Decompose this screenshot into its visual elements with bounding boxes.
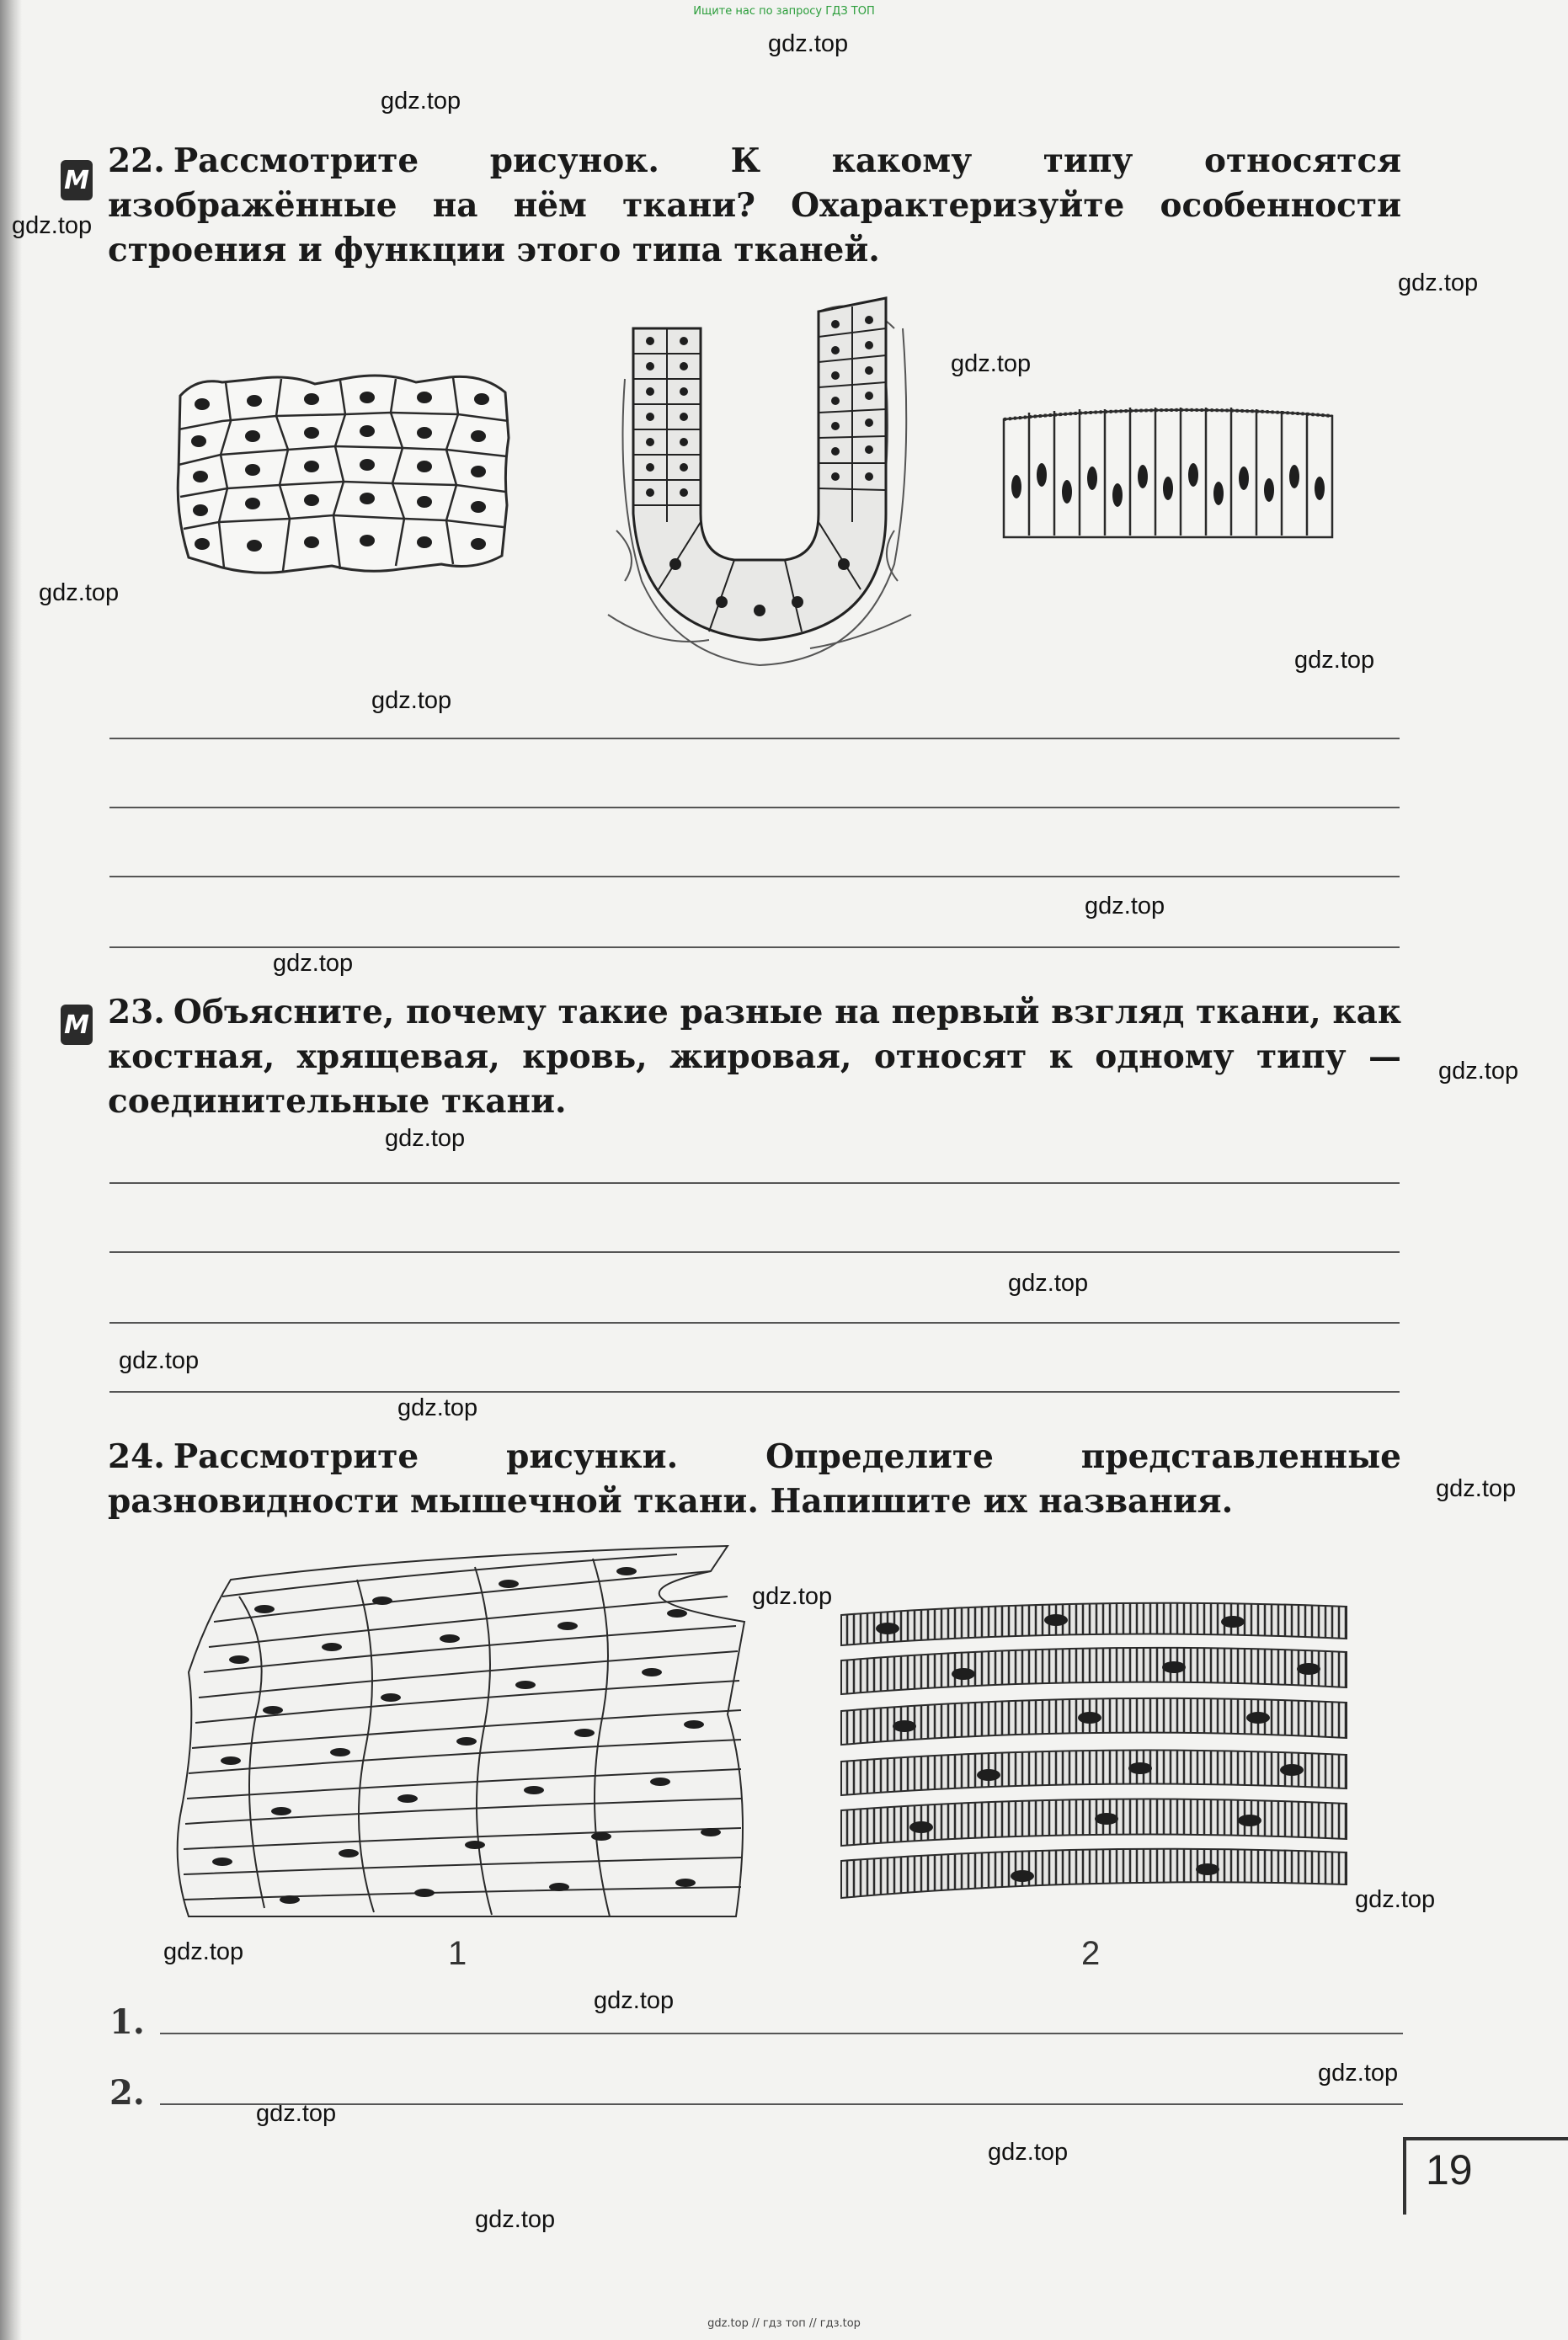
figure-label: 1	[448, 1935, 467, 1972]
watermark: gdz.top	[39, 579, 120, 606]
answer-line[interactable]	[160, 2033, 1403, 2034]
answer-line[interactable]	[109, 1391, 1400, 1393]
top-banner: Ищите нас по запросу ГДЗ ТОП	[693, 5, 875, 18]
answer-line[interactable]	[109, 1182, 1400, 1184]
flat-epithelium-illustration	[172, 362, 512, 581]
watermark: gdz.top	[163, 1938, 244, 1965]
watermark: gdz.top	[273, 950, 354, 977]
watermark: gdz.top	[1318, 2060, 1399, 2087]
cardiac-muscle-illustration	[837, 1590, 1351, 1916]
bottom-banner: gdz.top // гдз топ // гдз.top	[707, 2317, 861, 2330]
watermark: gdz.top	[381, 88, 461, 115]
question-text: Рассмотрите рисунки. Определите представленные разновидности мышечной ткани. Напишите их названия.	[108, 1437, 1401, 1521]
watermark: gdz.top	[385, 1125, 466, 1152]
method-marker-icon: M	[61, 160, 93, 200]
answer-number: 1.	[109, 2002, 145, 2042]
watermark: gdz.top	[1436, 1475, 1517, 1502]
watermark: gdz.top	[1398, 269, 1479, 296]
question-text: Объясните, почему такие разные на первый взгляд ткани, как костная, хрящевая, кровь, жировая, относят к одному типу — соединительные ткани.	[108, 993, 1401, 1121]
watermark: gdz.top	[594, 1987, 675, 2014]
watermark: gdz.top	[1438, 1058, 1519, 1085]
glandular-epithelium-illustration	[608, 278, 915, 674]
answer-line[interactable]	[109, 946, 1400, 948]
answer-line[interactable]	[109, 738, 1400, 739]
watermark: gdz.top	[397, 1394, 478, 1421]
answer-line[interactable]	[109, 807, 1400, 808]
question-22	[108, 139, 1401, 273]
question-number: 22.	[108, 141, 165, 180]
figure-label: 2	[1081, 1935, 1101, 1972]
watermark: gdz.top	[1355, 1886, 1436, 1913]
watermark: gdz.top	[768, 30, 849, 57]
watermark: gdz.top	[752, 1583, 833, 1610]
question-text: Рассмотрите рисунок. К какому типу относятся изображённые на нём ткани? Охарактеризуйте особенности строения и функции этого типа тканей.	[108, 141, 1401, 269]
watermark: gdz.top	[371, 687, 452, 714]
answer-line[interactable]	[109, 1322, 1400, 1324]
question-24	[108, 1435, 1401, 1524]
question-23	[108, 990, 1401, 1124]
watermark: gdz.top	[1294, 647, 1375, 674]
book-spine-shadow	[0, 0, 22, 2340]
question-number: 23.	[108, 993, 165, 1031]
watermark: gdz.top	[119, 1347, 200, 1374]
watermark: gdz.top	[951, 350, 1032, 377]
smooth-muscle-illustration	[172, 1546, 744, 1925]
answer-line[interactable]	[160, 2103, 1403, 2105]
answer-line[interactable]	[109, 1251, 1400, 1253]
watermark: gdz.top	[988, 2139, 1069, 2166]
watermark: gdz.top	[1008, 1270, 1089, 1297]
page-number: 19	[1426, 2146, 1473, 2193]
watermark: gdz.top	[256, 2100, 337, 2127]
answer-line[interactable]	[109, 876, 1400, 877]
question-number: 24.	[108, 1437, 165, 1476]
watermark: gdz.top	[1085, 893, 1165, 919]
answer-number: 2.	[109, 2073, 145, 2113]
watermark: gdz.top	[475, 2206, 556, 2233]
method-marker-icon: M	[61, 1005, 93, 1045]
watermark: gdz.top	[12, 212, 93, 239]
columnar-epithelium-illustration	[999, 394, 1336, 544]
